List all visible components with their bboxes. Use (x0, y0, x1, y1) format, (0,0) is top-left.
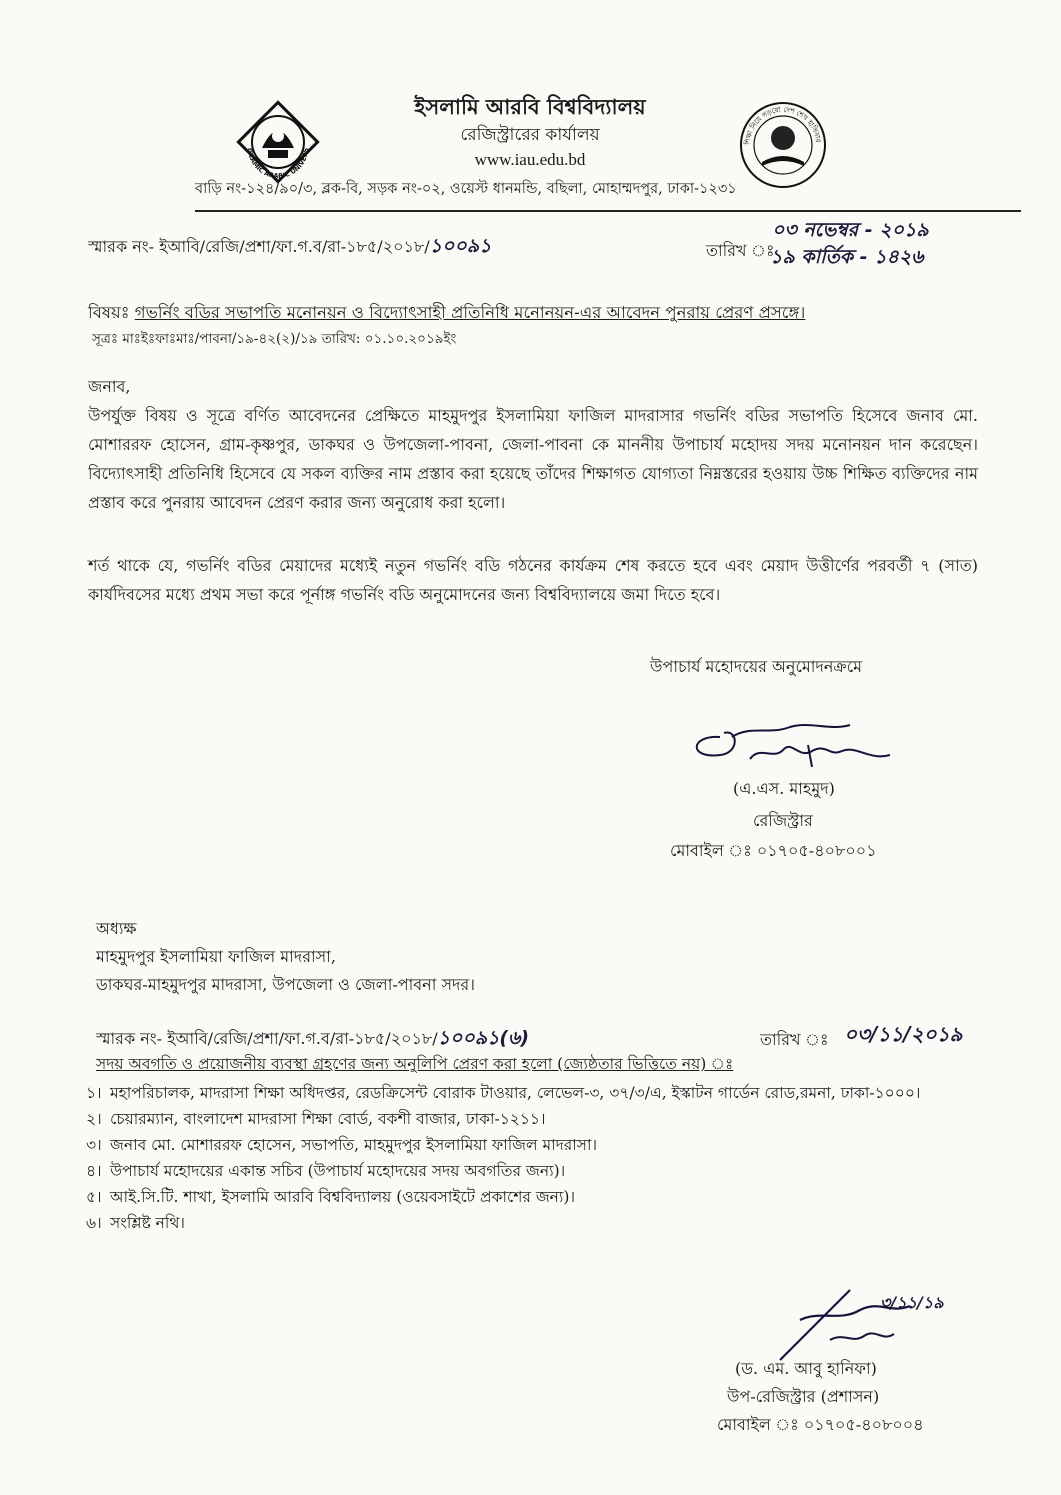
list-item: ৪। উপাচার্য মহোদয়ের একান্ত সচিব (উপাচার্য মহোদয়ের সদয় অবগতির জন্য)। (86, 1162, 566, 1180)
date-handwritten-gregorian: ০৩ নভেম্বর - ২০১৯ (772, 219, 929, 241)
reference: সূত্রঃ মাঃইঃফাঃমাঃ/পাবনা/১৯-৪২(২)/১৯ তারিখ: ০১.১০.২০১৯ইং (92, 331, 457, 347)
copy-heading: সদয় অবগতি ও প্রয়োজনীয় ব্যবস্থা গ্রহণের জন্য অনুলিপি প্রেরণ করা হলো (জ্যেষ্ঠতার ভিত্তিতে নয়) ঃ (96, 1055, 734, 1073)
copy-memo-handwritten: ১০০৯১(৬) (437, 1027, 530, 1049)
office-name: রেজিস্ট্রারের কার্যালয় (460, 125, 600, 145)
slogan-emblem (738, 100, 828, 190)
deputy-registrar-name: (ড. এম. আবু হানিফা) (735, 1359, 877, 1378)
approval-note: উপাচার্য মহোদয়ের অনুমোদনক্রমে (650, 657, 863, 676)
list-item: ৩। জনাব মো. মোশাররফ হোসেন, সভাপতি, মাহমুদপুর ইসলামিয়া ফাজিল মাদরাসা। (86, 1136, 598, 1154)
list-item: ৬। সংশ্লিষ্ট নথি। (86, 1214, 185, 1232)
letterhead (340, 92, 720, 172)
header-divider (195, 210, 1021, 212)
memo-number: স্মারক নং- ইআবি/রেজি/প্রশা/ফা.গ.ব/রা-১৮৫/২০১৮/১০০৯১ (88, 235, 492, 257)
registrar-designation: রেজিস্ট্রার (753, 811, 813, 830)
copy-recipient-list (86, 1080, 986, 1236)
date-handwritten-bangla: ১৯ কার্তিক - ১৪২৬ (770, 246, 924, 268)
emblem-text: শিক্ষা নিয়ে গড়বো দেশ শেখ হাসিনার (743, 105, 822, 146)
subject-line: বিষয়ঃ গভর্নিং বডির সভাপতি মনোনয়ন ও বিদ্যোৎসাহী প্রতিনিধি মনোনয়ন-এর আবেদন পুনরায় প্রেরণ প্রসঙ্গে। (88, 303, 806, 322)
subject-text: গভর্নিং বডির সভাপতি মনোনয়ন ও বিদ্যোৎসাহী প্রতিনিধি মনোনয়ন-এর আবেদন পুনরায় প্রেরণ প্রসঙ্গে। (134, 303, 806, 322)
deputy-registrar-mobile: মোবাইল ঃ ০১৭০৫-৪০৮০০৪ (717, 1415, 924, 1434)
registrar-signature (680, 715, 910, 779)
website: www.iau.edu.bd (474, 150, 586, 169)
recipient-address: ডাকঘর-মাহমুদপুর মাদরাসা, উপজেলা ও জেলা-পাবনা সদর। (96, 975, 475, 994)
copy-memo-number: স্মারক নং- ইআবি/রেজি/প্রশা/ফা.গ.ব/রা-১৮৫/২০১৮/১০০৯১(৬) (96, 1027, 530, 1049)
body-paragraph-1: উপর্যুক্ত বিষয় ও সূত্রে বর্ণিত আবেদনের প্রেক্ষিতে মাহমুদপুর ইসলামিয়া ফাজিল মাদরাসার গভর্নিং বডির সভাপতি হিসেবে জনাব মো. মোশাররফ হোসেন, গ্রাম-কৃষ্ণপুর, ডাকঘর ও উপজেলা-পাবনা, জেলা-পাবনা কে মাননীয় উপাচার্য মহোদয় সদয় মনোনয়ন দান করেছেন। বিদ্যোৎসাহী প্রতিনিধি হিসেবে যে সকল ব্যক্তির নাম প্রস্তাব করা হয়েছে তাঁদের শিক্ষাগত যোগ্যতা নিম্নস্তরের হওয়ায় উচ্চ শিক্ষিত ব্যক্তিদের নাম প্রস্তাব করে পুনরায় আবেদন প্রেরণ করার জন্য অনুরোধ করা হলো। (88, 406, 978, 512)
copy-date-handwritten: ০৩/১১/২০১৯ (844, 1022, 963, 1046)
copy-date-label: তারিখ ঃ (760, 1030, 829, 1049)
university-logo (232, 96, 324, 188)
address: বাড়ি নং-১২৪/৯০/৩, ব্লক-বি, সড়ক নং-০২, ওয়েস্ট ধানমন্ডি, বছিলা, মোহাম্মদপুর, ঢাকা-১২৩১ (195, 181, 737, 197)
list-item: ৫। আই.সি.টি. শাখা, ইসলামি আরবি বিশ্ববিদ্যালয় (ওয়েবসাইটে প্রকাশের জন্য)। (86, 1188, 576, 1206)
salutation: জনাব, (88, 377, 131, 396)
deputy-registrar-designation: উপ-রেজিস্ট্রার (প্রশাসন) (727, 1387, 880, 1406)
recipient-institution: মাহমুদপুর ইসলামিয়া ফাজিল মাদরাসা, (96, 947, 336, 966)
university-name: ইসলামি আরবি বিশ্ববিদ্যালয় (414, 94, 646, 119)
list-item: ২। চেয়ারম্যান, বাংলাদেশ মাদরাসা শিক্ষা বোর্ড, বকশী বাজার, ঢাকা-১২১১। (86, 1110, 546, 1128)
deputy-sign-date: ৩/১১/১৯ (880, 1293, 944, 1312)
registrar-name: (এ.এস. মাহমুদ) (733, 779, 835, 798)
date-label: তারিখ ঃ (706, 241, 775, 260)
list-item: ১। মহাপরিচালক, মাদরাসা শিক্ষা অধিদপ্তর, রেডক্রিসেন্ট বোরাক টাওয়ার, লেভেল-৩, ৩৭/৩/এ, ইস্কাটন গার্ডেন রোড,রমনা, ঢাকা-১০০০। (86, 1084, 921, 1102)
body-paragraph-2: শর্ত থাকে যে, গভর্নিং বডির মেয়াদের মধ্যেই নতুন গভর্নিং বডি গঠনের কার্যক্রম শেষ করতে হবে এবং মেয়াদ উত্তীর্ণের পরবর্তী ৭ (সাত) কার্যদিবসের মধ্যে প্রথম সভা করে পূর্নাঙ্গ গভর্নিং বডি অনুমোদনের জন্য বিশ্ববিদ্যালয়ে জমা দিতে হবে। (88, 556, 978, 604)
logo-text: ISLAMIC ARABIC UNIVERS (245, 147, 311, 181)
registrar-mobile: মোবাইল ঃ ০১৭০৫-৪০৮০০১ (670, 841, 877, 860)
recipient-title: অধ্যক্ষ (96, 919, 137, 938)
memo-number-handwritten: ১০০৯১ (429, 235, 492, 257)
